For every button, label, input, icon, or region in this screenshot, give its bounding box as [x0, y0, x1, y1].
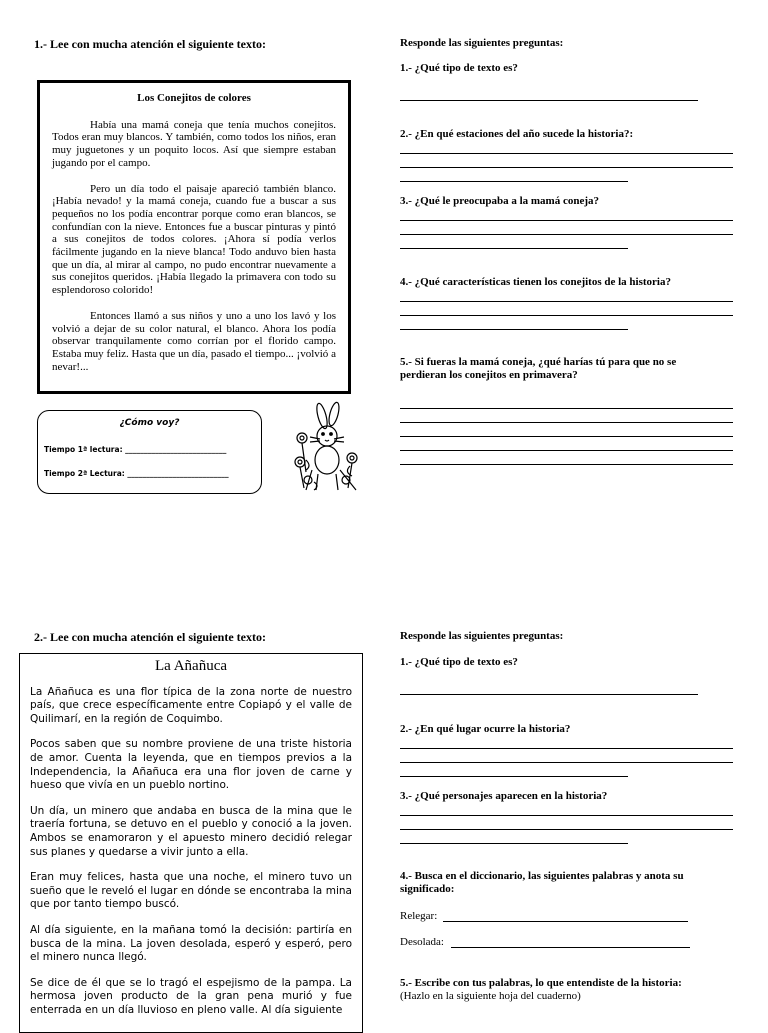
answer-line[interactable] [400, 315, 733, 316]
vocab-desolada-label: Desolada: [400, 936, 444, 948]
story-title: La Añañuca [154, 658, 228, 674]
answer-line[interactable] [400, 167, 733, 168]
answer-line[interactable] [400, 436, 733, 437]
story-paragraph: Eran muy felices, hasta que una noche, el minero tuvo un sueño que le reveló el lugar en dónde se encontraba la mina que por tanto tiempo buscó. [30, 871, 352, 911]
vocab-desolada-field[interactable] [451, 947, 690, 948]
reading-time-second: Tiempo 2ª Lectura: ___________________________ [44, 469, 229, 478]
answer-line[interactable] [400, 748, 733, 749]
question-3: 3.- ¿Qué le preocupaba a la mamá coneja? [400, 195, 600, 207]
answer-line[interactable] [400, 776, 628, 777]
story-box-conejitos [37, 80, 351, 394]
question-5: 5.- Si fueras la mamá coneja, ¿qué harías tú para que no se perdieran los conejitos en primavera? [400, 356, 677, 381]
answer-line[interactable] [400, 694, 698, 695]
answer-line[interactable] [400, 422, 733, 423]
answer-line[interactable] [400, 234, 733, 235]
answer-line[interactable] [400, 450, 733, 451]
answer-line[interactable] [400, 248, 628, 249]
vocab-relegar-field[interactable] [443, 921, 688, 922]
question-4: 4.- ¿Qué características tienen los conejitos de la historia? [400, 276, 671, 288]
reading-time-title: ¿Cómo voy? [119, 418, 180, 428]
answer-line[interactable] [400, 408, 733, 409]
story-paragraph: Al día siguiente, en la mañana tomó la decisión: partiría en busca de la mina. La joven desolada, esperó y esperó, pero el minero nunca llegó. [30, 923, 352, 964]
answer-line[interactable] [400, 329, 628, 330]
question-4: 4.- Busca en el diccionario, las siguientes palabras y anota su significado: [400, 870, 684, 895]
answer-line[interactable] [400, 220, 733, 221]
story-paragraph: Entonces llamó a sus niños y uno a uno los lavó y los volvió a dejar de su color natural, el blanco. Ahora los podía observar tranquilamente como corrían por el florido campo. Estaba muy feliz. Hasta que un día, pasado el tiempo... ¡volvió a nevar!... [52, 309, 336, 373]
answer-line[interactable] [400, 153, 733, 154]
answer-line[interactable] [400, 762, 733, 763]
answer-line[interactable] [400, 843, 628, 844]
answer-line[interactable] [400, 301, 733, 302]
question-3: 3.- ¿Qué personajes aparecen en la historia? [400, 790, 608, 802]
answer-line[interactable] [400, 100, 698, 101]
story-paragraph: Un día, un minero que andaba en busca de la mina que le traería fortuna, se detuvo en el pueblo y conoció a la joven. Ambos se enamoraron y el apuesto minero decidió relegar sus planes y quedarse a vivir junto a ella. [30, 804, 352, 858]
answer-line[interactable] [400, 181, 628, 182]
bunny-with-flowers-icon [292, 400, 364, 492]
question-1: 1.- ¿Qué tipo de texto es? [400, 656, 518, 668]
story-box-ananuca [19, 653, 363, 1033]
story-title: Los Conejitos de colores [137, 92, 251, 104]
question-1: 1.- ¿Qué tipo de texto es? [400, 62, 518, 74]
reading-time-box [37, 410, 262, 494]
reading-time-first: Tiempo 1ª lectura: ___________________________ [44, 445, 227, 454]
question-2: 2.- ¿En qué lugar ocurre la historia? [400, 723, 571, 735]
questions-heading-2: Responde las siguientes preguntas: [400, 630, 564, 642]
question-5: 5.- Escribe con tus palabras, lo que entendiste de la historia: [400, 977, 682, 989]
story-paragraph: La Añañuca es una flor típica de la zona norte de nuestro país, que crece específicamente entre Copiapó y el valle de Quilimarí, en la región de Coquimbo. [30, 685, 352, 725]
story-paragraph: Había una mamá coneja que tenía muchos conejitos. Todos eran muy blancos. Y también, como todos los niños, eran muy juguetones y un poquito locos. Así que siempre estaban jugando por el campo. [52, 118, 336, 169]
answer-line[interactable] [400, 829, 733, 830]
story-paragraph: Pero un día todo el paisaje apareció también blanco. ¡Había nevado! y la mamá coneja, cuando fue a buscar a sus pequeños no los podía encontrar porque como eran blancos, se confundían con la nieve. Entonces fue a buscar pinturas y pintó a sus conejitos de todos colores. ¡Ahora sí podía verlos fácilmente jugando en la nieve blanca! Todo anduvo bien hasta que un día, al mirar al campo, no pudo encontrar nuevamente a sus conejitos queridos. ¡Había llegado la primavera con todo su esplendoroso colorido! [52, 182, 336, 297]
story-paragraph: Se dice de él que se lo tragó el espejismo de la pampa. La hermosa joven producto de la gran pena murió y fue enterrada en un día lluvioso en pleno valle. Al día siguiente [30, 976, 352, 1016]
reading-heading-1: 1.- Lee con mucha atención el siguiente texto: [34, 37, 266, 51]
question-2: 2.- ¿En qué estaciones del año sucede la historia?: [400, 128, 634, 140]
story-paragraph: Pocos saben que su nombre proviene de una triste historia de amor. Cuenta la leyenda, que en tiempos previos a la Independencia, la Añañuca era una flor joven de carne y hueso que vivía en un pueblo nortino. [30, 738, 352, 792]
answer-line[interactable] [400, 815, 733, 816]
question-5-note: (Hazlo en la siguiente hoja del cuaderno) [400, 990, 581, 1002]
vocab-relegar-label: Relegar: [400, 910, 438, 922]
questions-heading-1: Responde las siguientes preguntas: [400, 37, 564, 49]
reading-heading-2: 2.- Lee con mucha atención el siguiente texto: [34, 630, 266, 644]
answer-line[interactable] [400, 464, 733, 465]
